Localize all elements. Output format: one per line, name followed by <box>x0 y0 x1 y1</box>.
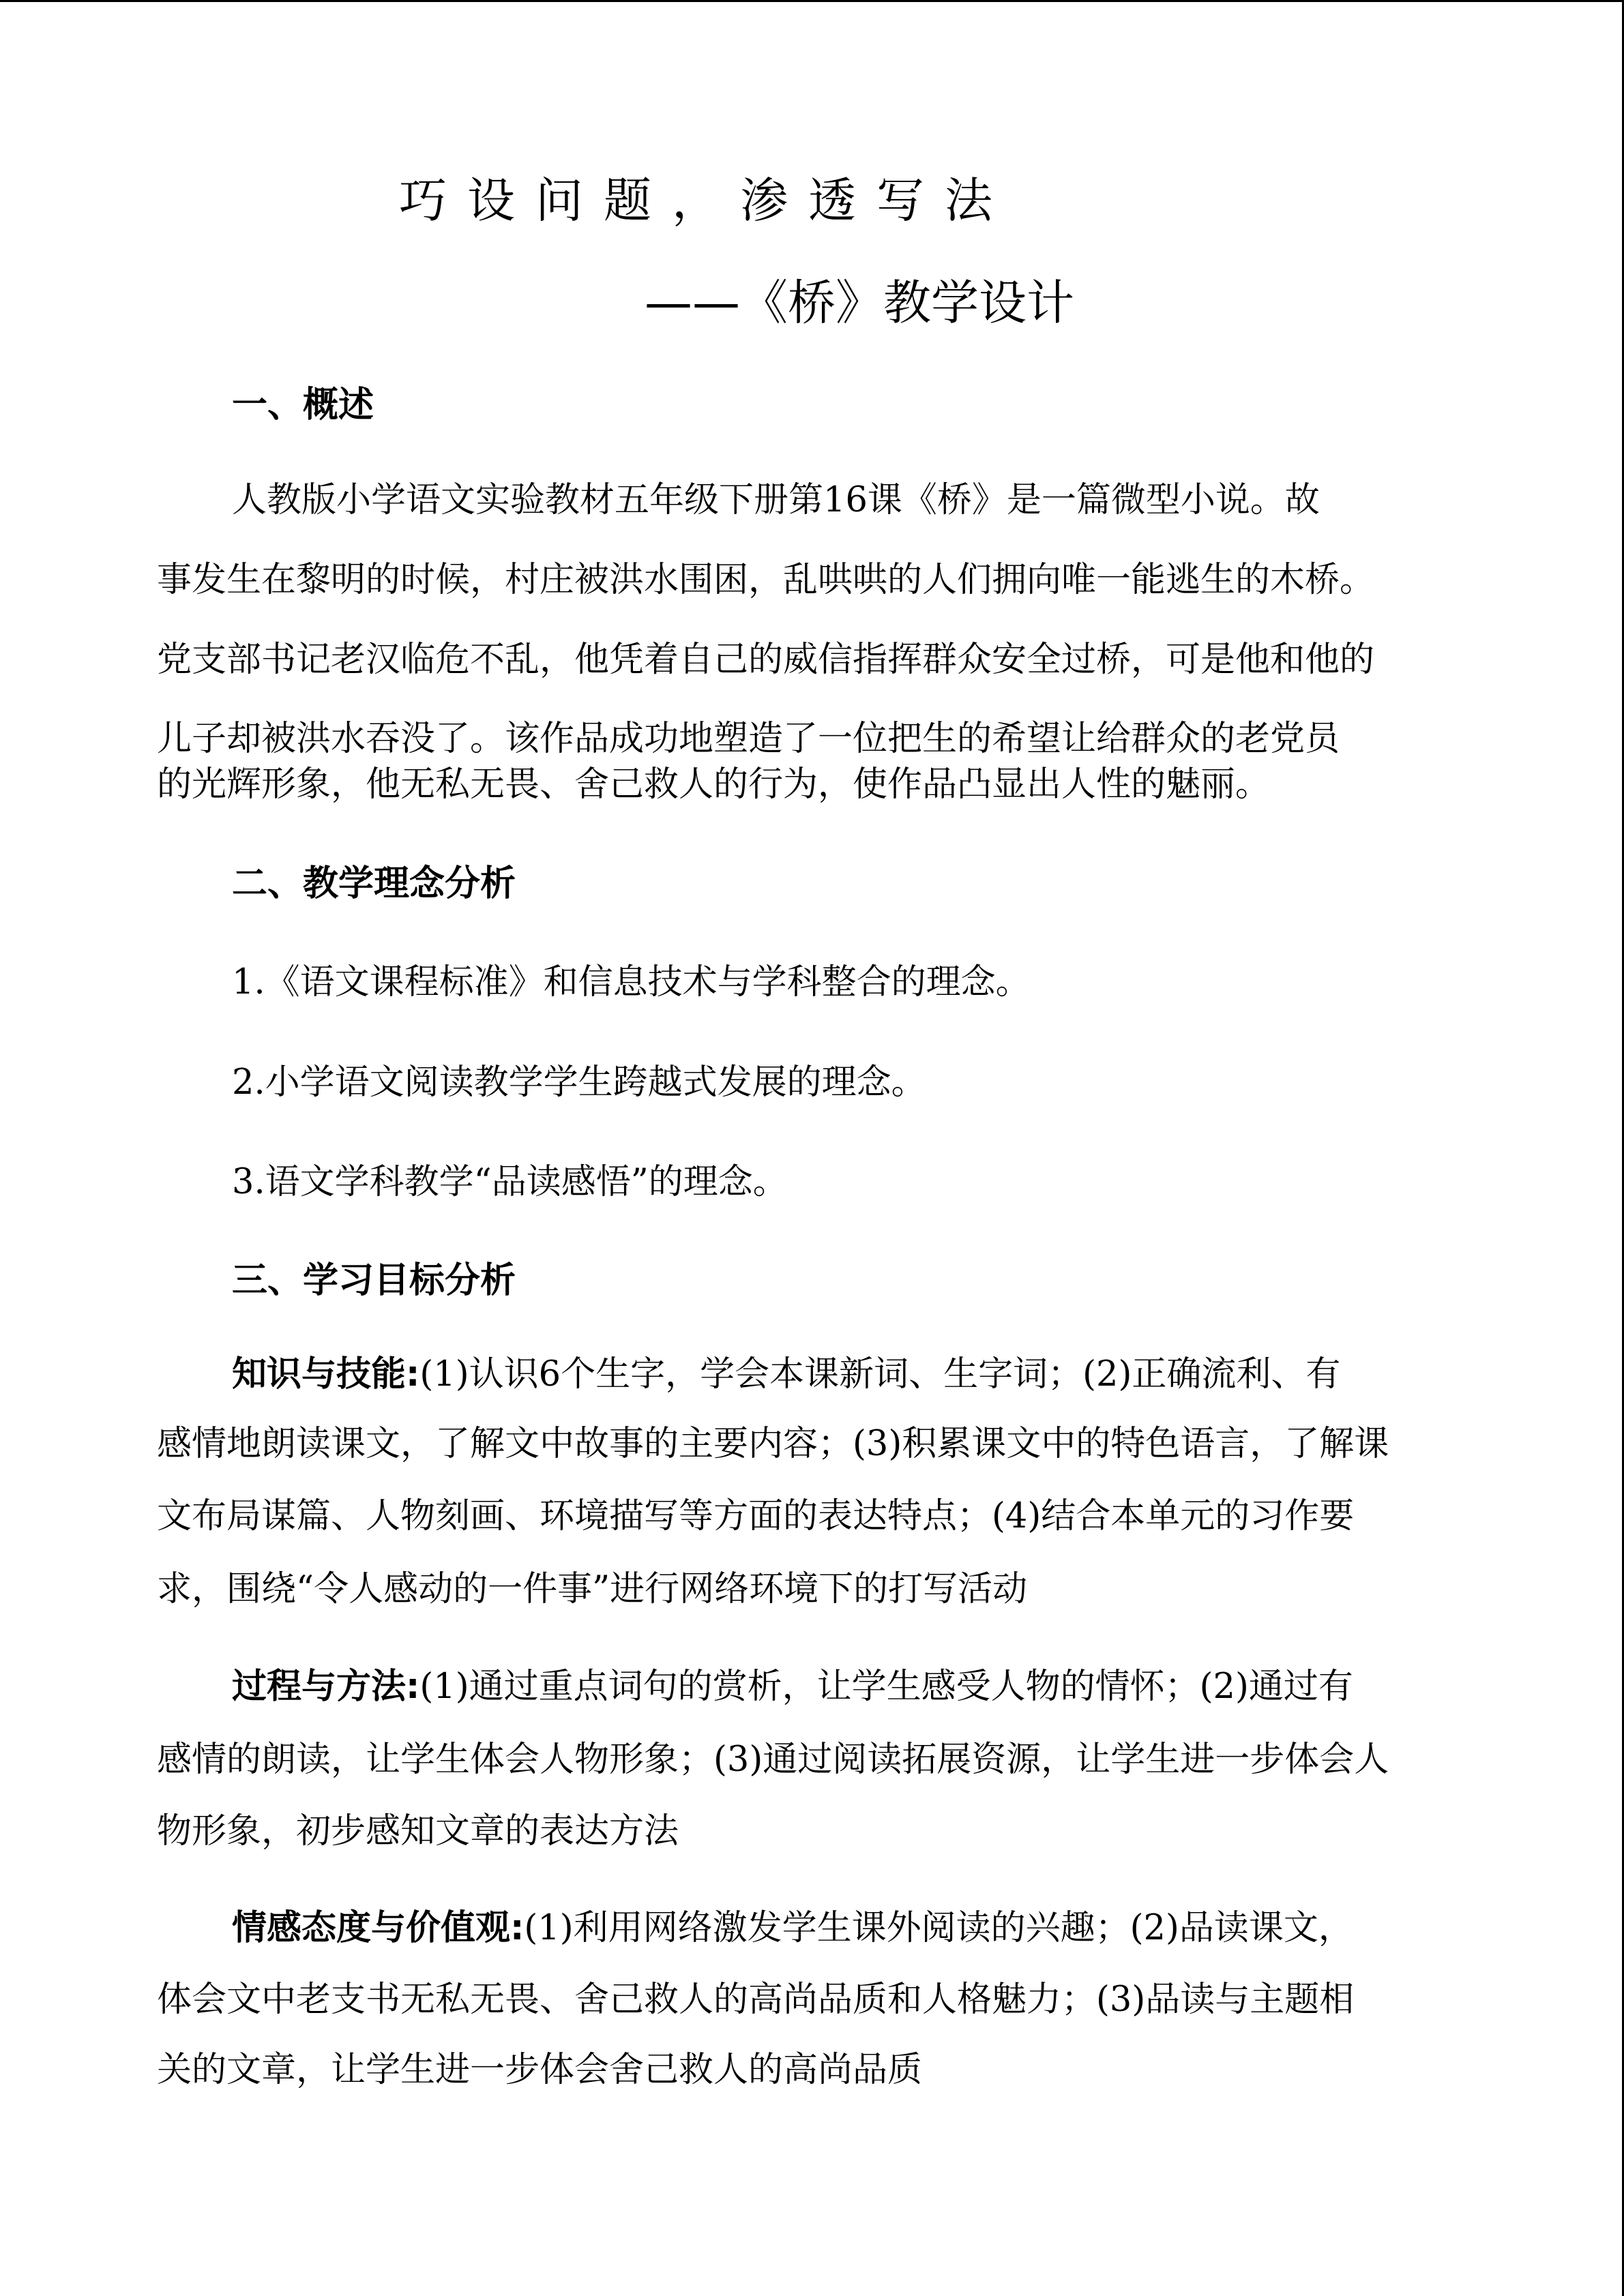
list-item: 1.《语文课程标准》和信息技术与学科整合的理念。 <box>232 962 1031 1002</box>
paragraph-line: 关的文章，让学生进一步体会舍己救人的高尚品质 <box>157 2050 923 2090</box>
paragraph-line: 的光辉形象，他无私无畏、舍己救人的行为，使作品凸显出人性的魅丽。 <box>157 764 1271 805</box>
section-heading-goals: 三、学习目标分析 <box>232 1260 516 1301</box>
goal-process-line <box>232 1658 1353 1708</box>
goal-emotion-text: (1)利用网络激发学生课外阅读的兴趣；(2)品读课文， <box>524 1908 1353 1948</box>
paragraph-line: 儿子却被洪水吞没了。该作品成功地塑造了一位把生的希望让给群众的老党员 <box>157 719 1340 759</box>
section-heading-philosophy: 二、教学理念分析 <box>232 863 516 904</box>
goal-process-label: 过程与方法: <box>232 1667 420 1707</box>
paragraph-line: 人教版小学语文实验教材五年级下册第16课《桥》是一篇微型小说。故 <box>232 480 1320 520</box>
section-heading-overview: 一、概述 <box>232 385 374 426</box>
goal-process-text: (1)通过重点词句的赏析，让学生感受人物的情怀；(2)通过有 <box>419 1667 1353 1707</box>
goal-emotion-line <box>232 1899 1353 1950</box>
paragraph-line: 事发生在黎明的时候，村庄被洪水围困，乱哄哄的人们拥向唯一能逃生的木桥。 <box>157 560 1375 600</box>
list-item: 2.小学语文阅读教学学生跨越式发展的理念。 <box>232 1062 926 1103</box>
list-item: 3.语文学科教学“品读感悟”的理念。 <box>232 1162 788 1202</box>
paragraph-line: 体会文中老支书无私无畏、舍己救人的高尚品质和人格魅力；(3)品读与主题相 <box>157 1980 1355 2020</box>
document-title: 巧设问题，渗透写法 <box>399 173 1013 228</box>
paragraph-line: 党支部书记老汉临危不乱，他凭着自己的威信指挥群众安全过桥，可是他和他的 <box>157 640 1375 680</box>
goal-knowledge-label: 知识与技能: <box>232 1354 420 1395</box>
goal-knowledge-text: (1)认识6个生字，学会本课新词、生字词；(2)正确流利、有 <box>419 1354 1341 1395</box>
paragraph-line: 文布局谋篇、人物刻画、环境描写等方面的表达特点；(4)结合本单元的习作要 <box>157 1496 1355 1536</box>
paragraph-line: 感情地朗读课文，了解文中故事的主要内容；(3)积累课文中的特色语言，了解课 <box>157 1424 1389 1464</box>
document-subtitle: ——《桥》教学设计 <box>645 275 1074 331</box>
paragraph-line: 求，围绕“令人感动的一件事”进行网络环境下的打写活动 <box>157 1569 1028 1609</box>
paragraph-line: 感情的朗读，让学生体会人物形象；(3)通过阅读拓展资源，让学生进一步体会人 <box>157 1740 1389 1780</box>
goal-knowledge-line <box>232 1345 1340 1396</box>
goal-emotion-label: 情感态度与价值观: <box>232 1908 525 1948</box>
paragraph-line: 物形象，初步感知文章的表达方法 <box>157 1811 679 1851</box>
